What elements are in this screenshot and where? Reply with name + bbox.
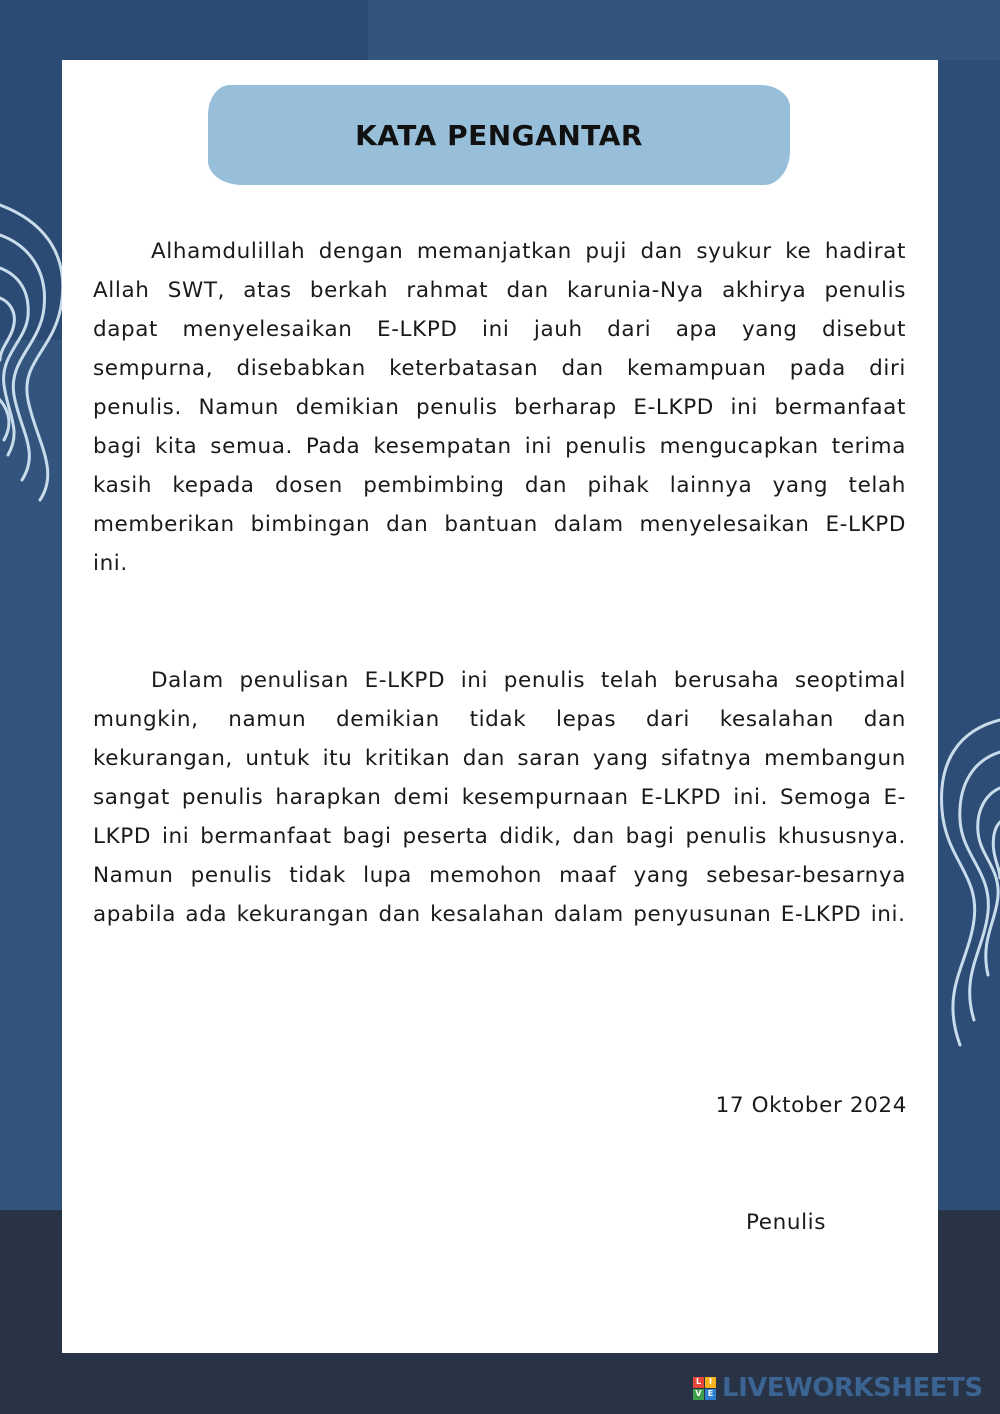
title-banner — [208, 85, 790, 185]
contour-lines-left-decoration — [0, 190, 70, 510]
document-page — [62, 60, 938, 1353]
contour-lines-right-decoration — [930, 700, 1000, 1060]
liveworksheets-logo-icon — [693, 1377, 716, 1400]
document-date: 17 Oktober 2024 — [715, 1093, 907, 1118]
paragraph-1: Alhamdulillah dengan memanjatkan puji dan syukur ke hadirat Allah SWT, atas berkah rahmat dan karunia-Nya akhirya penulis dapat menyelesaikan E-LKPD ini jauh dari apa yang disebut sempurna, disebabkan keterbatasan dan kemampuan pada diri penulis. Namun demikian penulis berharap E-LKPD ini bermanfaat bagi kita semua. Pada kesempatan ini penulis mengucapkan terima kasih kepada dosen pembimbing dan pihak lainnya yang telah memberikan bimbingan dan bantuan dalam menyelesaikan E-LKPD ini. — [93, 239, 906, 576]
logo-cell: I — [705, 1377, 716, 1388]
watermark-text: LIVEWORKSHEETS — [722, 1373, 983, 1403]
paragraph-2: Dalam penulisan E-LKPD ini penulis telah berusaha seoptimal mungkin, namun demikian tidak lepas dari kesalahan dan kekurangan, untuk itu kritikan dan saran yang sifatnya membangun sangat penulis harapkan demi kesempurnaan E-LKPD ini. Semoga E-LKPD ini bermanfaat bagi peserta didik, dan bagi penulis khususnya. Namun penulis tidak lupa memohon maaf yang sebesar-besarnya apabila ada kekurangan dan kesalahan dalam penyusunan E-LKPD ini. — [93, 668, 906, 927]
signature-label: Penulis — [746, 1210, 827, 1235]
logo-cell: L — [693, 1377, 704, 1388]
logo-cell: E — [705, 1389, 716, 1400]
liveworksheets-watermark — [693, 1373, 983, 1403]
page-title: KATA PENGANTAR — [355, 118, 643, 152]
logo-cell: V — [693, 1389, 704, 1400]
